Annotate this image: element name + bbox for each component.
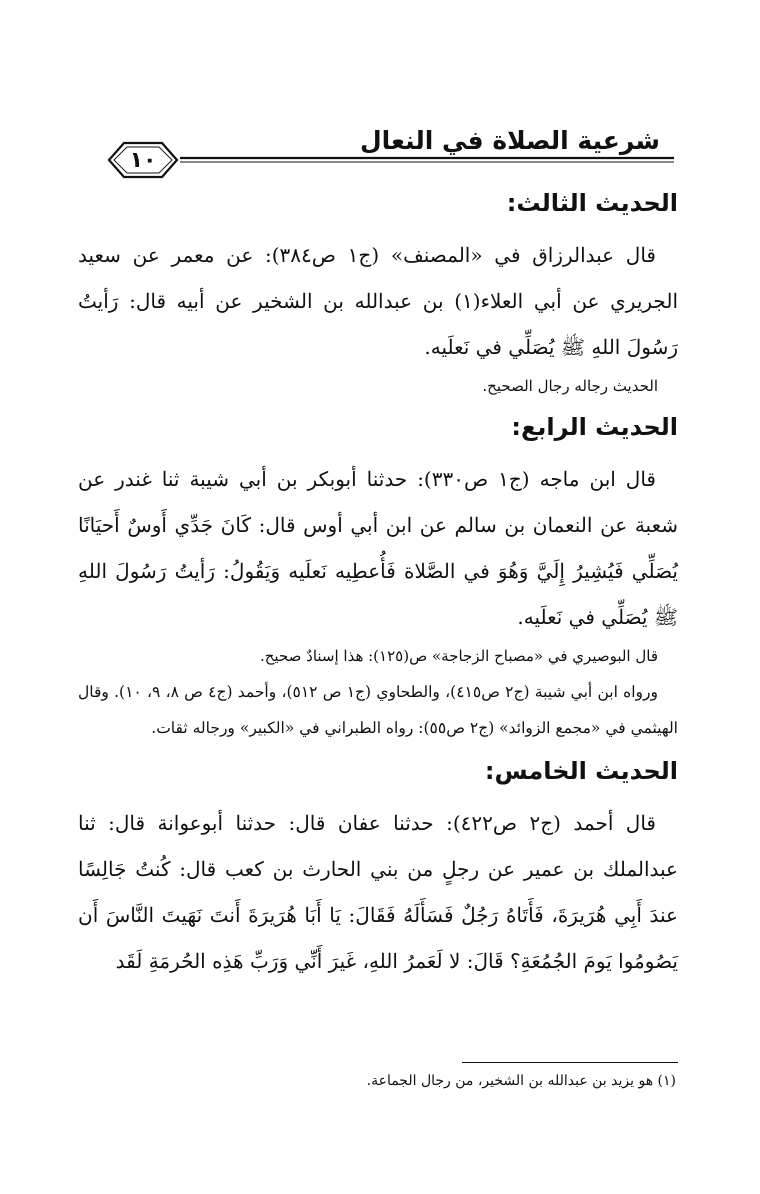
page-number <box>106 140 180 180</box>
hadith-heading-fifth: الحديث الخامس: <box>484 757 678 785</box>
running-header <box>88 118 674 180</box>
page-number-text: ١٠ <box>129 147 157 173</box>
book-title: شرعية الصلاة في النعال <box>359 126 660 155</box>
hadith-text: قال أحمد (ج٢ ص٤٢٢): حدثنا عفان قال: حدثنا أبوعوانة قال: ثنا عبدالملك بن عمير عن رجلٍ من بني الحارث بن كعب قال: كُنتُ جَالِسًا عندَ أَبِي هُرَيرَةَ، فَأَتَاهُ رَجُلٌ فَسَأَلَهُ فَقَالَ: يَا أَبَا هُرَيرَةَ أَنتَ نَهَيتَ النَّاسَ أَن يَصُومُوا يَومَ الجُمُعَةِ؟ قَالَ: لا لَعَمرُ اللهِ، غَيرَ أَنِّي وَرَبِّ هَذِه الحُرمَةِ لَقَد <box>78 811 678 973</box>
hadith-grading-note: الحديث رجاله رجال الصحيح. <box>482 377 658 395</box>
hadith-text: قال ابن ماجه (ج١ ص٣٣٠): حدثنا أبوبكر بن أبي شيبة ثنا غندر عن شعبة عن النعمان بن سالم عن ابن أبي أوس قال: كَانَ جَدِّي أَوسٌ أَحيَانًا يُصَلِّي فَيُشِيرُ إِلَيَّ وَهُوَ في الصَّلاة فَأُعطِيه نَعلَيه وَيَقُولُ: رَأيتُ رَسُولَ اللهِ ﷺ يُصَلِّي في نَعلَيه. <box>78 467 678 629</box>
page-content <box>78 178 678 984</box>
hadith-heading-third: الحديث الثالث: <box>506 189 678 217</box>
hadith-grading-note: قال البوصيري في «مصباح الزجاجة» ص(١٢٥): هذا إسنادٌ صحيح. <box>259 647 658 665</box>
footnote: (١) هو يزيد بن عبدالله بن الشخير، من رجال الجماعة. <box>366 1073 676 1089</box>
hadith-text: قال عبدالرزاق في «المصنف» (ج١ ص٣٨٤): عن معمر عن سعيد الجريري عن أبي العلاء(١) بن عبدالله بن الشخير عن أبيه قال: رَأيتُ رَسُولَ اللهِ ﷺ يُصَلِّي في نَعلَيه. <box>78 243 678 359</box>
hadith-heading-fourth: الحديث الرابع: <box>511 413 678 441</box>
footnote-separator <box>462 1062 678 1063</box>
hadith-references-note: ورواه ابن أبي شيبة (ج٢ ص٤١٥)، والطحاوي (ج١ ص ٥١٢)، وأحمد (ج٤ ص ٨، ٩، ١٠). وقال الهيثمي في «مجمع الزوائد» (ج٢ ص٥٥): رواه الطبراني في «الكبير» ورجاله ثقات. <box>78 683 678 737</box>
